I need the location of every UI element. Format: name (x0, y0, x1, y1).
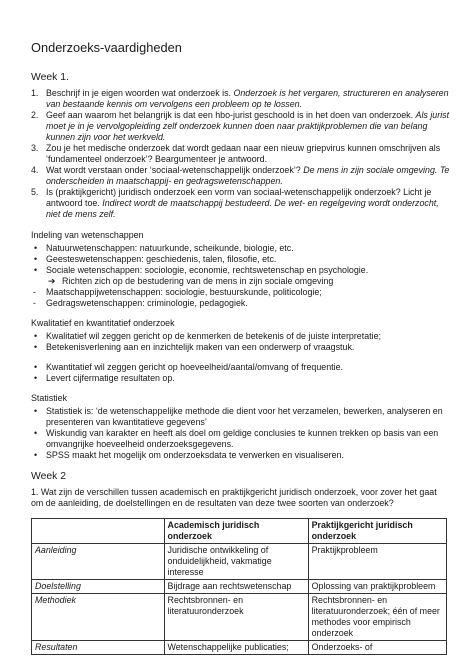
row-label: Aanleiding (32, 544, 165, 580)
question-item (31, 110, 451, 143)
question-text: Is (praktijkgericht) juridisch onderzoek een vorm van sociaal-wetenschappelijk onderzoek? Licht je antwoord toe. (46, 187, 432, 208)
bullet-icon: • (34, 450, 38, 460)
statistiek-heading: Statistiek (31, 393, 68, 403)
cell-academisch: Rechtsbronnen- en literatuuronderzoek (164, 594, 308, 641)
kwant-bullet-list (31, 362, 451, 384)
cell-academisch: Wetenschappelijke publicaties; (164, 641, 308, 655)
week1-heading: Week 1. (31, 72, 69, 83)
bullet-icon: • (34, 373, 38, 383)
table-header-empty (32, 519, 165, 544)
arrow-text: Richten zich op de bestudering van de mens in zijn sociale omgeving (62, 276, 334, 286)
bullet-text: SPSS maakt het mogelijk om onderzoeksdata te verwerken en visualiseren. (46, 450, 344, 460)
table-header-academisch: Academisch juridisch onderzoek (164, 519, 308, 544)
bullet-item (31, 373, 451, 384)
kwal-heading: Kwalitatief en kwantitatief onderzoek (31, 318, 175, 328)
table-header-praktijk: Praktijkgericht juridisch onderzoek (308, 519, 446, 544)
cell-academisch: Bijdrage aan rechtswetenschap (164, 580, 308, 594)
cell-praktijk: Praktijkprobleem (308, 544, 446, 580)
bullet-item (31, 243, 451, 254)
bullet-text: Natuurwetenschappen: natuurkunde, scheikunde, biologie, etc. (46, 243, 294, 253)
question-number: 2. (31, 110, 39, 120)
bullet-icon: • (34, 331, 38, 341)
bullet-icon: • (34, 342, 38, 352)
bullet-item (31, 450, 451, 461)
statistiek-bullet-list (31, 406, 451, 461)
bullet-icon: • (34, 265, 38, 275)
question-text: Zou je het medische onderzoek dat wordt gedaan naar een nieuw griepvirus kunnen omschrijven als ‘fundamenteel onderzoek’? Beargumenteer je antwoord. (46, 143, 441, 164)
question-number: 4. (31, 165, 39, 175)
bullet-item (31, 331, 451, 342)
bullet-icon: • (34, 243, 38, 253)
kwal-bullet-list (31, 331, 451, 353)
table-header-row (32, 519, 447, 544)
bullet-item (31, 342, 451, 353)
row-label: Doelstelling (32, 580, 165, 594)
bullet-item (31, 406, 451, 428)
bullet-item (31, 362, 451, 373)
bullet-text: Geesteswetenschappen: geschiedenis, talen, filosofie, etc. (46, 254, 277, 264)
bullet-icon: • (34, 406, 38, 416)
bullet-text: Statistiek is: ‘de wetenschappelijke methode die dient voor het verzamelen, bewerken, analyseren en presenteren van kwantitatieve gegevens’ (46, 406, 443, 427)
question-text: Geef aan waarom het belangrijk is dat een hbo-jurist geschoold is in het doen van onderzoek. (46, 110, 416, 120)
table-row (32, 641, 447, 655)
week1-question-list (31, 88, 451, 220)
indeling-heading: Indeling van wetenschappen (31, 230, 144, 240)
document-body (31, 40, 451, 655)
table-row (32, 594, 447, 641)
bullet-text: Kwalitatief wil zeggen gericht op de kenmerken de betekenis of de juiste interpretatie; (46, 331, 381, 341)
question-number: 5. (31, 187, 39, 197)
table-row (32, 544, 447, 580)
bullet-text: Sociale wetenschappen: sociologie, economie, rechtswetenschap en psychologie. (46, 265, 369, 275)
bullet-text: Wiskundig van karakter en heeft als doel om geldige conclusies te kunnen trekken op basis van een omvangrijke hoeveelheid onderzoeksgegevens. (46, 428, 439, 449)
dash-text: Maatschappijwetenschappen: sociologie, bestuurskunde, politicologie; (46, 287, 322, 297)
week2-heading: Week 2 (31, 471, 67, 482)
cell-praktijk: Onderzoeks- of (308, 641, 446, 655)
comparison-table (31, 518, 447, 655)
dash-icon: - (33, 287, 36, 297)
bullet-item (31, 254, 451, 265)
bullet-icon: • (34, 254, 38, 264)
bullet-text: Kwantitatief wil zeggen gericht op hoeveelheid/aantal/omvang of frequentie. (46, 362, 344, 372)
answer-text: Onderzoek is het vergaren, structureren en analyseren van bestaande kennis om vervolgens een probleem op te lossen. (46, 88, 449, 109)
dash-text: Gedragswetenschappen: criminologie, pedagogiek. (46, 298, 248, 308)
answer-text: De mens in zijn sociale omgeving. Te onderscheiden in maatschappij- en gedragswetenschappen. (46, 165, 450, 186)
dash-item (31, 287, 451, 298)
bullet-item (31, 428, 451, 450)
cell-praktijk: Oplossing van praktijkprobleem (308, 580, 446, 594)
answer-text: Indirect wordt de maatschappij bestudeerd. De wet- en regelgeving wordt onderzocht, niet de mens zelf. (46, 198, 439, 219)
dash-icon: - (33, 298, 36, 308)
question-number: 1. (31, 88, 39, 98)
question-text: Beschrijf in je eigen woorden wat onderzoek is. (46, 88, 234, 98)
bullet-item (31, 265, 451, 276)
question-item (31, 187, 451, 220)
week2-question: 1. Wat zijn de verschillen tussen academisch en praktijkgericht juridisch onderzoek, voor zover het gaat om de aanleiding, de doelstellingen en de resultaten van deze twee soorten van onderzoek? (31, 487, 437, 508)
row-label: Methodiek (32, 594, 165, 641)
bullet-text: Betekenisverlening aan en inzichtelijk maken van een onderwerp of vraagstuk. (46, 342, 355, 352)
bullet-text: Levert cijfermatige resultaten op. (46, 373, 175, 383)
bullet-icon: • (34, 428, 38, 438)
question-number: 3. (31, 143, 39, 153)
arrow-line (31, 276, 451, 287)
cell-praktijk: Rechtsbronnen- en literatuuronderzoek; één of meer methodes voor empirisch onderzoek (308, 594, 446, 641)
question-item (31, 143, 451, 165)
cell-academisch: Juridische ontwikkeling of onduidelijkheid, vakmatige interesse (164, 544, 308, 580)
question-item (31, 165, 451, 187)
bullet-icon: • (34, 362, 38, 372)
question-item (31, 88, 451, 110)
row-label: Resultaten (32, 641, 165, 655)
arrow-right-icon: ➔ (48, 276, 56, 286)
page-title: Onderzoeks-vaardigheden (31, 40, 182, 55)
answer-text: Als jurist moet je in je vervolgopleiding zelf onderzoek kunnen doen naar praktijkproblemen die van belang kunnen zijn voor het werkveld. (46, 110, 450, 142)
table-row (32, 580, 447, 594)
indeling-bullet-list (31, 243, 451, 276)
question-text: Wat wordt verstaan onder ‘sociaal-wetenschappelijk onderzoek’? (46, 165, 304, 175)
dash-item (31, 298, 451, 309)
